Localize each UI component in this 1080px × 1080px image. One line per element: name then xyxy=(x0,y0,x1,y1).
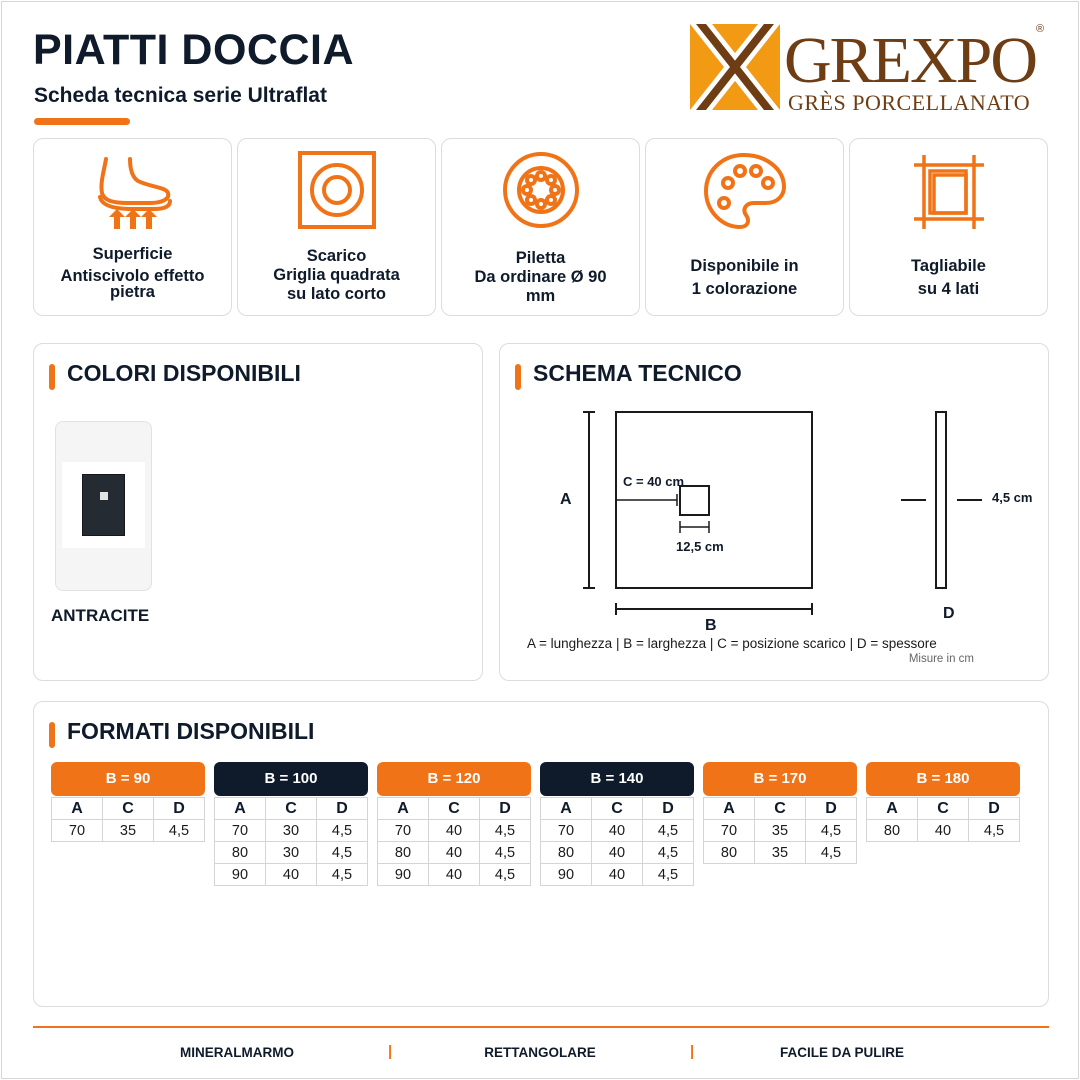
page-title: PIATTI DOCCIA xyxy=(33,26,355,74)
antracite-tile xyxy=(82,474,125,536)
drain-grid-icon xyxy=(100,492,108,500)
table-cell: 4,5 xyxy=(317,820,368,842)
color-palette-icon xyxy=(700,151,790,231)
format-group-header: B = 170 xyxy=(703,762,857,796)
table-cell: 4,5 xyxy=(806,820,857,842)
format-table xyxy=(866,797,1020,842)
drain-outline xyxy=(680,486,709,515)
column-header: D xyxy=(969,798,1020,820)
feature-text: Superficie Antiscivolo effetto pietra xyxy=(60,245,205,301)
column-header: A xyxy=(704,798,755,820)
colors-panel xyxy=(33,343,483,681)
feature-card-piletta xyxy=(441,138,640,316)
feature-text: Tagliabile su 4 lati xyxy=(911,257,986,298)
color-swatch-antracite[interactable] xyxy=(55,421,152,591)
footer-separator: | xyxy=(690,1043,695,1060)
table-cell: 40 xyxy=(592,820,643,842)
table-header-row xyxy=(541,798,694,820)
schema-panel xyxy=(499,343,1049,681)
format-group-header: B = 180 xyxy=(866,762,1020,796)
format-table xyxy=(214,797,368,886)
table-cell: 30 xyxy=(266,842,317,864)
label-c-position: C = 40 cm xyxy=(623,474,685,489)
colors-heading: COLORI DISPONIBILI xyxy=(67,360,301,386)
table-cell: 40 xyxy=(429,864,480,886)
column-header: C xyxy=(266,798,317,820)
column-header: C xyxy=(755,798,806,820)
cut-frame-icon xyxy=(904,151,994,231)
schema-heading: SCHEMA TECNICO xyxy=(533,360,742,386)
label-d: D xyxy=(943,605,955,622)
column-header: A xyxy=(867,798,918,820)
table-row xyxy=(704,842,857,864)
table-cell: 4,5 xyxy=(154,820,205,842)
table-cell: 4,5 xyxy=(969,820,1020,842)
column-header: A xyxy=(52,798,103,820)
table-cell: 40 xyxy=(429,842,480,864)
footer-item-rettangolare: RETTANGOLARE xyxy=(484,1045,596,1060)
table-row xyxy=(215,864,368,886)
swatch-background xyxy=(62,462,145,548)
table-cell: 35 xyxy=(103,820,154,842)
table-cell: 90 xyxy=(215,864,266,886)
page-subtitle: Scheda tecnica serie Ultraflat xyxy=(34,84,327,107)
format-table xyxy=(51,797,205,842)
table-row xyxy=(541,864,694,886)
column-header: A xyxy=(215,798,266,820)
format-group-header: B = 90 xyxy=(51,762,205,796)
table-cell: 35 xyxy=(755,842,806,864)
label-b: B xyxy=(705,617,717,634)
format-group xyxy=(540,762,694,886)
table-cell: 70 xyxy=(704,820,755,842)
table-row xyxy=(867,820,1020,842)
table-cell: 4,5 xyxy=(643,864,694,886)
column-header: C xyxy=(103,798,154,820)
table-cell: 30 xyxy=(266,820,317,842)
table-cell: 90 xyxy=(541,864,592,886)
formats-heading: FORMATI DISPONIBILI xyxy=(67,718,315,744)
logo-brand: GREXPO xyxy=(784,24,1037,97)
square-drain-icon xyxy=(292,151,382,231)
table-header-row xyxy=(52,798,205,820)
column-header: C xyxy=(918,798,969,820)
column-header: C xyxy=(429,798,480,820)
logo-registered: ® xyxy=(1036,23,1045,35)
table-cell: 4,5 xyxy=(806,842,857,864)
table-header-row xyxy=(215,798,368,820)
format-group-header: B = 100 xyxy=(214,762,368,796)
table-row xyxy=(52,820,205,842)
round-drain-icon xyxy=(496,151,586,231)
table-cell: 4,5 xyxy=(643,842,694,864)
table-cell: 80 xyxy=(704,842,755,864)
table-header-row xyxy=(704,798,857,820)
format-group xyxy=(377,762,531,886)
format-group xyxy=(214,762,368,886)
footer-separator: | xyxy=(388,1043,393,1060)
column-header: D xyxy=(154,798,205,820)
table-cell: 40 xyxy=(592,842,643,864)
table-cell: 4,5 xyxy=(480,820,531,842)
table-cell: 80 xyxy=(541,842,592,864)
table-cell: 40 xyxy=(429,820,480,842)
footer-item-mineralmarmo: MINERALMARMO xyxy=(180,1045,294,1060)
table-cell: 70 xyxy=(52,820,103,842)
color-name: ANTRACITE xyxy=(51,606,150,625)
format-table xyxy=(377,797,531,886)
logo-tagline: GRÈS PORCELLANATO xyxy=(788,90,1031,115)
table-cell: 80 xyxy=(215,842,266,864)
feature-card-drain xyxy=(237,138,436,316)
table-cell: 4,5 xyxy=(317,864,368,886)
feature-card-cut xyxy=(849,138,1048,316)
column-header: C xyxy=(592,798,643,820)
table-row xyxy=(541,842,694,864)
table-cell: 40 xyxy=(266,864,317,886)
table-row xyxy=(378,864,531,886)
formats-panel xyxy=(33,701,1049,1007)
format-group xyxy=(51,762,205,842)
column-header: D xyxy=(480,798,531,820)
table-cell: 70 xyxy=(541,820,592,842)
table-cell: 4,5 xyxy=(480,842,531,864)
format-group-header: B = 140 xyxy=(540,762,694,796)
table-cell: 40 xyxy=(592,864,643,886)
table-row xyxy=(378,820,531,842)
table-row xyxy=(378,842,531,864)
table-cell: 80 xyxy=(867,820,918,842)
table-row xyxy=(541,820,694,842)
thickness-profile xyxy=(936,412,946,588)
table-cell: 40 xyxy=(918,820,969,842)
column-header: D xyxy=(317,798,368,820)
schema-units: Misure in cm xyxy=(908,653,974,665)
technical-drawing xyxy=(500,344,1050,682)
table-cell: 35 xyxy=(755,820,806,842)
table-cell: 4,5 xyxy=(480,864,531,886)
table-row xyxy=(704,820,857,842)
footer-item-facile-da-pulire: FACILE DA PULIRE xyxy=(779,1045,904,1060)
table-cell: 4,5 xyxy=(317,842,368,864)
format-group xyxy=(866,762,1020,842)
column-header: D xyxy=(806,798,857,820)
table-cell: 4,5 xyxy=(643,820,694,842)
table-header-row xyxy=(867,798,1020,820)
logo-x-mark-icon xyxy=(690,24,780,110)
table-header-row xyxy=(378,798,531,820)
grexpo-logo xyxy=(688,18,1048,118)
column-header: A xyxy=(378,798,429,820)
schema-legend: A = lunghezza | B = larghezza | C = posizione scarico | D = spessore xyxy=(527,636,937,651)
title-underline xyxy=(34,118,130,125)
label-thickness: 4,5 cm xyxy=(992,490,1033,505)
feature-text: Scarico Griglia quadrata su lato corto xyxy=(273,247,400,303)
feature-text: Disponibile in 1 colorazione xyxy=(690,257,799,298)
footer-divider xyxy=(33,1026,1049,1028)
foot-antislip-icon xyxy=(88,151,178,231)
table-cell: 70 xyxy=(378,820,429,842)
table-cell: 90 xyxy=(378,864,429,886)
format-table xyxy=(540,797,694,886)
column-header: D xyxy=(643,798,694,820)
table-row xyxy=(215,842,368,864)
label-drain-size: 12,5 cm xyxy=(676,539,724,554)
feature-card-surface xyxy=(33,138,232,316)
label-a: A xyxy=(560,491,572,508)
feature-card-colors xyxy=(645,138,844,316)
format-table xyxy=(703,797,857,864)
column-header: A xyxy=(541,798,592,820)
feature-text: Piletta Da ordinare Ø 90 mm xyxy=(474,249,607,305)
format-group-header: B = 120 xyxy=(377,762,531,796)
table-cell: 70 xyxy=(215,820,266,842)
table-row xyxy=(215,820,368,842)
table-cell: 80 xyxy=(378,842,429,864)
format-group xyxy=(703,762,857,864)
